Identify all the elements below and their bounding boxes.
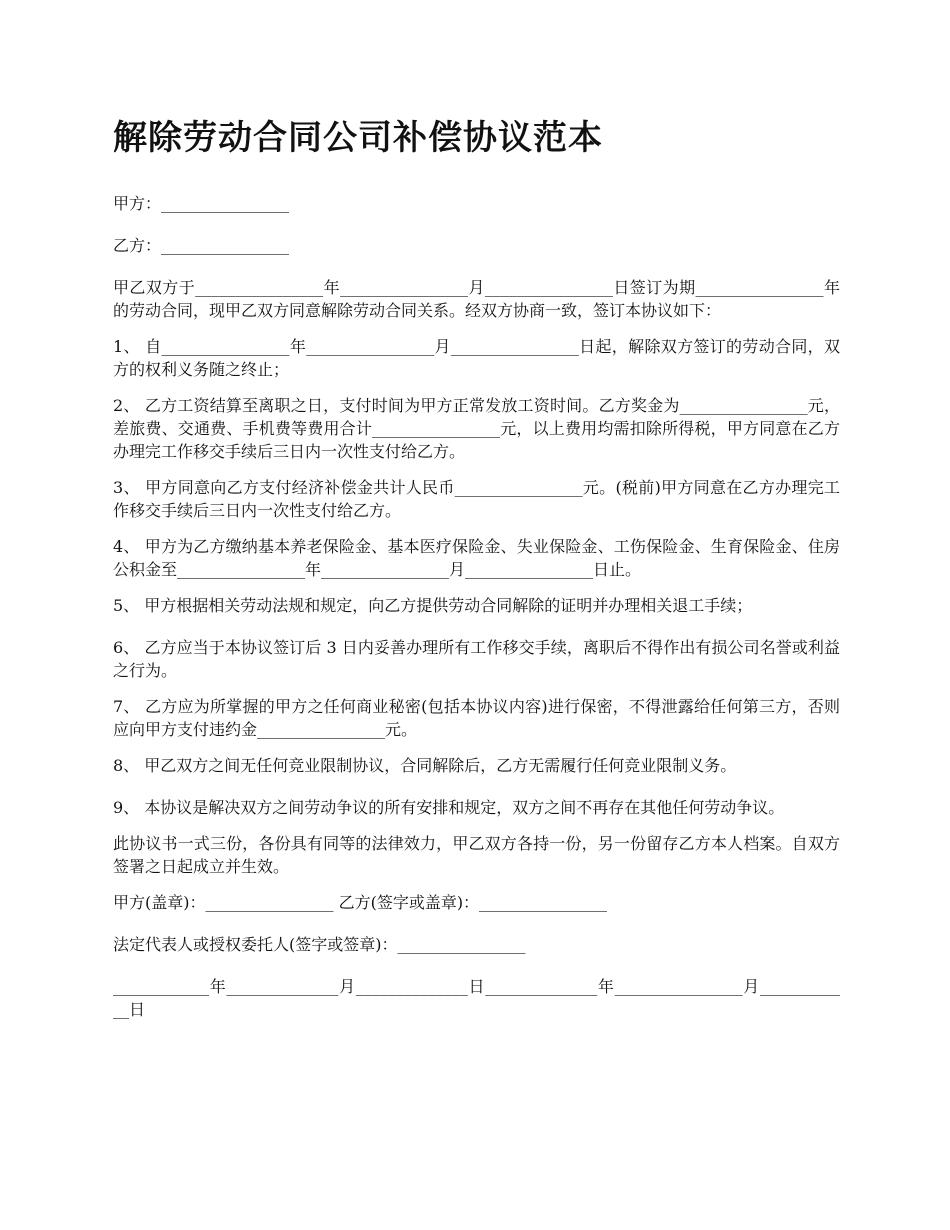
clause-5: 5、 甲方根据相关劳动法规和规定，向乙方提供劳动合同解除的证明并办理相关退工手续； xyxy=(113,596,753,615)
clause-2: 2、 乙方工资结算至离职之日，支付时间为甲方正常发放工资时间。乙方奖金为________________元，差旅费、交通费、手机费等费用合计________________元，以上费用均需扣除所得税，甲方同意在乙方办理完工作移交手续后三日内一次性支付给乙方。 xyxy=(113,396,840,461)
clause-7: 7、 乙方应为所掌握的甲方之任何商业秘密(包括本协议内容)进行保密，不得泄露给任何第三方，否则应向甲方支付违约金________________元。 xyxy=(113,697,840,739)
intro-paragraph: 甲乙双方于________________年________________月________________日签订为期________________年的劳动合同，现甲乙双方同意解除劳动合同关系。经双方协商一致，签订本协议如下： xyxy=(113,278,840,320)
clause-3: 3、 甲方同意向乙方支付经济补偿金共计人民币________________元。(税前)甲方同意在乙方办理完工作移交手续后三日内一次性支付给乙方。 xyxy=(113,478,840,520)
representative-line: 法定代表人或授权委托人(签字或签章)：________________ xyxy=(113,935,526,954)
party-b-line: 乙方：________________ xyxy=(113,236,290,255)
copies-paragraph: 此协议书一式三份，各份具有同等的法律效力，甲乙双方各持一份，另一份留存乙方本人档案。自双方签署之日起成立并生效。 xyxy=(113,834,840,876)
document-title: 解除劳动合同公司补偿协议范本 xyxy=(113,118,603,158)
signature-line: 甲方(盖章)：________________ 乙方(签字或盖章)：________________ xyxy=(113,893,608,912)
clause-9: 9、 本协议是解决双方之间劳动争议的所有安排和规定，双方之间不再存在其他任何劳动争议。 xyxy=(113,798,785,817)
date-line: ____________年______________月______________日______________年________________月____________日 xyxy=(113,977,840,1019)
party-a-line: 甲方：________________ xyxy=(113,194,290,213)
clause-4: 4、 甲方为乙方缴纳基本养老保险金、基本医疗保险金、失业保险金、工伤保险金、生育保险金、住房公积金至________________年________________月________________日止。 xyxy=(113,537,840,579)
clause-8: 8、 甲乙双方之间无任何竞业限制协议，合同解除后，乙方无需履行任何竞业限制义务。 xyxy=(113,756,737,775)
clause-1: 1、 自________________年________________月________________日起，解除双方签订的劳动合同，双方的权利义务随之终止； xyxy=(113,337,840,379)
clause-6: 6、 乙方应当于本协议签订后 3 日内妥善办理所有工作移交手续，离职后不得作出有损公司名誉或利益之行为。 xyxy=(113,638,840,680)
